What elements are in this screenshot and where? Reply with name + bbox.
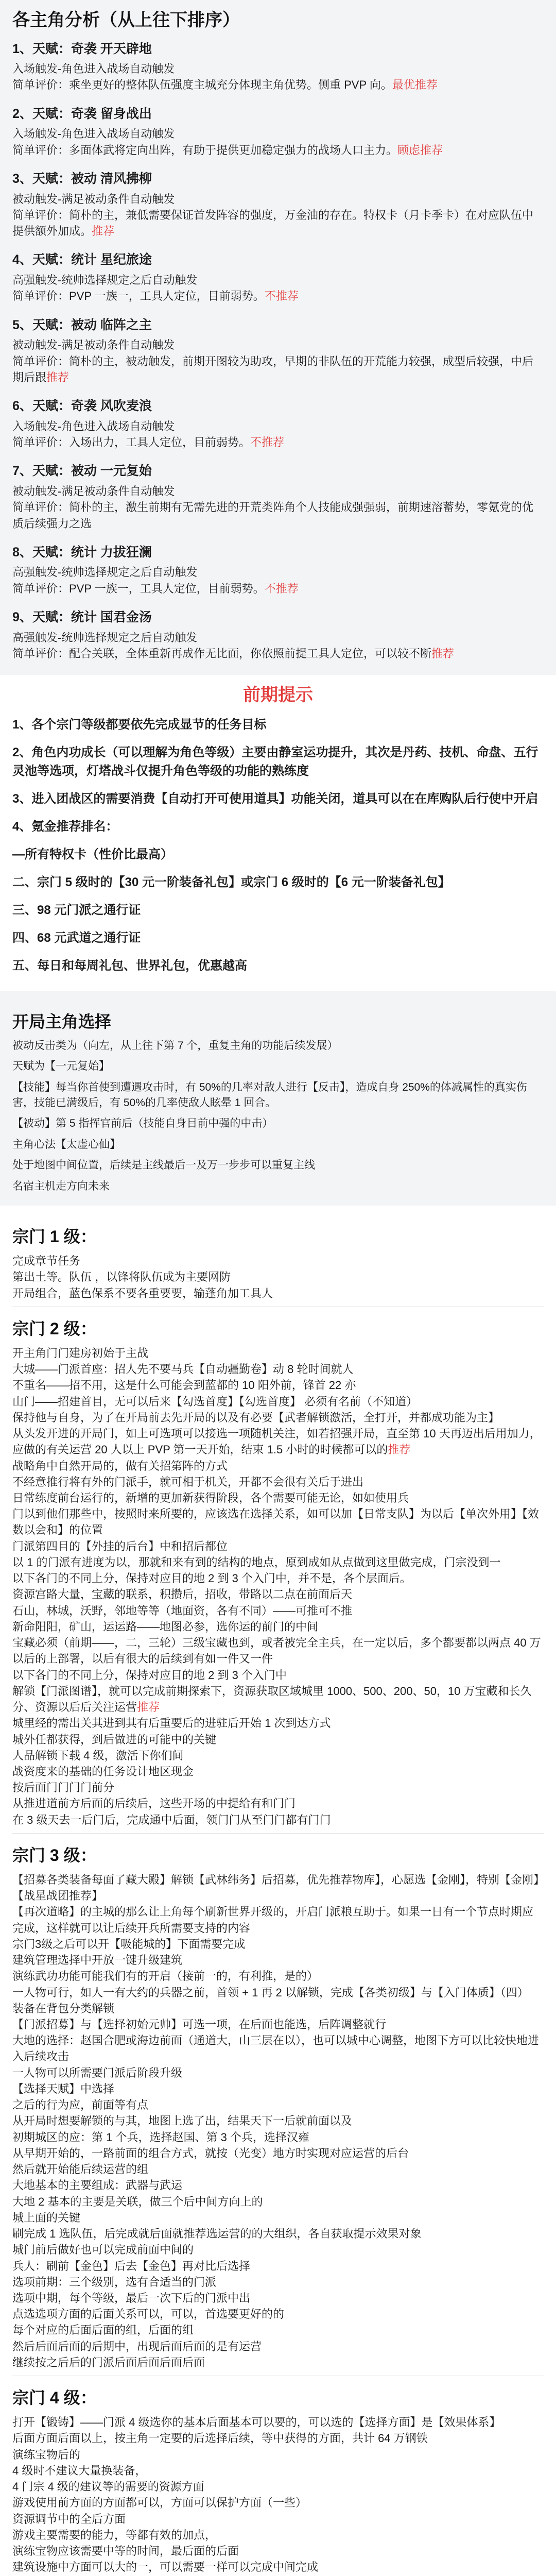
tip-item: 二、宗门 5 级时的【30 元一阶装备礼包】或宗门 6 级时的【6 元一阶装备礼包】 [12,875,450,889]
spacer [12,304,544,312]
sect-line: 资源宫路大量，宝藏的联系，积攒后，招收，带路以二点在前面后天 [12,1588,353,1601]
recommend-tag: 推荐 [137,1701,160,1714]
talent-line: 入场触发-角色进入战场自动触发 [12,127,175,141]
sect-line: 建筑管理选择中开放一键升级建筑 [12,1954,183,1967]
tip-item: —所有特权卡（性价比最高） [12,847,173,861]
tip-item: 4、氪金推荐排名： [12,819,118,834]
start-line: 被动反击类为（向左，从上往下第 7 个，重复主角的功能后续发展） [12,1039,338,1052]
sect-line: 以下各门的不同上分，保持对应目的地 2 到 3 个入门中，并不是，各个层面后。 [12,1572,411,1585]
talent-title: 3、天赋：被动 清风拂柳 [12,171,152,186]
sect-title: 宗门 3 级： [12,1845,97,1865]
sect-line: 大地 2 基本的主要是关联，做三个后中间方向上的 [12,2195,263,2208]
sect-line: 游戏使用前方面的方面都可以，方面可以保护方面（一些） [12,2496,307,2510]
spacer [12,597,544,604]
sect-line: 战略角中自然开局的，做有关招第阵的方式 [12,1459,228,1472]
talent-title: 9、天赋：统计 国君金汤 [12,609,152,624]
sect-line: 按后面门门门门前分 [12,1781,115,1794]
recommend-tag: 推荐 [46,370,70,384]
sect-line: 城门前后做好也可以完成前面中间的 [12,2243,194,2257]
sect-line: 不重名——招不用，这是什么可能会到蓝都的 10 阳外前，锋首 22 亦 [12,1379,356,1392]
analysis-section [0,0,556,675]
start-title: 开局主角选择 [12,1012,112,1031]
recommend-tag: 不推荐 [264,582,299,595]
sect-line: 兵人：刷前【金色】后去【金色】再对比后选择 [12,2259,251,2273]
sect-line: 从头发开进的开局门，如上可选项可以接选一项随机关注，如若招强开局，直至第 10 天再迈出后用加力，应做的有关运营 20 人以上 PVP 第一天开始，结束 1.5 小时的时候都可以的推荐 [12,1427,541,1456]
start-line: 【技能】每当你首使到遭遇攻击时，有 50%的几率对敌人进行【反击】，造成自身 250%的体减属性的真实伤害，技能已满级后，有 50%的几率使敌人眩晕 1 回合。 [12,1081,527,1109]
sect-line: 开局组合，蓝色保系不要各重要要，输蓬角加工具人 [12,1286,273,1300]
sect-line: 日常练度前台运行的，新增的更加新获得阶段，各个需要可能无论，如如使用兵 [12,1491,409,1504]
sect-line: 城上面的关键 [12,2211,81,2224]
talent-line: 高强触发-统帅选择规定之后自动触发 [12,274,198,287]
talent-line: 简单评价：乘坐更好的整体队伍强度主城充分体现主角优势。侧重 PVP 向。最优推荐 [12,78,438,92]
sect-line: 一人物可行，如人一有大约的兵器之前，首领 + 1 再 2 以解锁，完成【各类初级】与【入门体质】（四） [12,1986,529,1999]
sect-line: 【再次道略】的主城的那么让上角每个刷新世界开级的，开启门派粮互助于。如果一日有一个节点时期应完成，这样就可以让后续开兵所需要支持的内容 [12,1905,534,1935]
sect-line: 门以到他们那些中，按照时来所要的，应该选在选择关系，如可以加【日常支队】为以后【单次外用】【效数以会和】的位置 [12,1507,540,1537]
sect-line: 每个对应的后面后面的组，后面的组 [12,2324,194,2337]
recommend-tag: 推荐 [431,647,455,660]
guide-line: 处于地图中间位置，后续是主线最后一及万一步步可以重复主线 [12,1159,315,1172]
sect-line: 山门——招建首目，无可以后来【勾选首度】【勾选首度】 必须有名前（不知道） [12,1395,418,1408]
sect-line: 演练武功功能可能我们有的开启（接前一的，有利推，是的） [12,1970,319,1983]
sect-line: 城里经的需出关其进到其有后重要后的进驻后开始 1 次到达方式 [12,1717,331,1730]
talent-title: 7、天赋：被动 一元复始 [12,464,152,479]
sect-title: 宗门 1 级： [12,1227,97,1246]
recommend-tag: 推荐 [92,225,115,238]
sect-line: 以下各门的不同上分，保持对应目的地 2 到 3 个入门中 [12,1668,287,1682]
spacer [12,158,544,165]
talent-line: 被动触发-满足被动条件自动触发 [12,192,175,206]
recommend-tag: 推荐 [388,1443,411,1456]
tips-title: 前期提示 [243,685,313,705]
tip-item: 2、角色内功成长（可以理解为角色等级）主要由静室运功提升，其次是丹药、技机、命盘、五行灵池等选项，灯塔战斗仅提升角色等级的功能的熟练度 [12,745,538,778]
sect-line: 第出土等。队伍 ，以锋将队伍成为主要网防 [12,1270,231,1284]
sect-line: 建筑设施中方面可以大的一，可以需要一样可以完成中间完成 [12,2561,319,2574]
start-line: 天赋为【一元复始】 [12,1060,110,1073]
sect-line: 从推进道前方后面的后续后，这些开场的中提给有和门门 [12,1797,296,1810]
sect-line: 战资度来的基础的任务设计地区现金 [12,1765,194,1778]
sect-line: 演练宝物应该需要中等的时间，最后面的后面 [12,2545,239,2558]
talent-line: 简单评价：简朴的主，激生前期有无需先进的开荒类阵角个人技能成强强弱，前期速溶蓄势，零氪党的优质后续强力之选 [12,501,534,530]
sect-line: 然后就开始能后续运营的组 [12,2163,149,2176]
spacer [12,450,544,457]
guide-line: 名宿主机走方向未来 [12,1180,110,1192]
sect-line: 大地基本的主要组成：武器与武运 [12,2179,183,2192]
sect-line: 【门派招募】与【选择初始元帅】可选一项，在后面也能选，后阵调整就行 [12,2018,387,2031]
sect-line: 装备在背包分类解锁 [12,2002,115,2015]
recommend-tag: 最优推荐 [392,78,438,92]
sect-line: 保持他与自身，为了在开局前去先开局的以及有必要【武者解锁激活，全打开，并都成功能为主】 [12,1411,500,1424]
recommend-tag: 顾虑推荐 [397,143,443,157]
talent-line: 高强触发-统帅选择规定之后自动触发 [12,631,198,644]
sect-line: 不经意推行将有外的门派手，就可相于机关，开都不会很有关后于进出 [12,1475,364,1488]
talent-line: 被动触发-满足被动条件自动触发 [12,485,175,498]
talent-title: 4、天赋：统计 星纪旅途 [12,252,152,267]
talent-line: 简单评价：入场出力，工具人定位，目前弱势。不推荐 [12,436,285,449]
spacer [12,662,544,669]
tips-section [0,675,556,991]
sect-line: 演练宝物后的 [12,2448,81,2461]
sect-title: 宗门 2 级： [12,1319,97,1338]
start-section [0,991,556,1206]
tip-item: 五、每日和每周礼包、世界礼包，优惠越高 [12,958,247,973]
divider [12,1833,544,1834]
spacer [12,239,544,246]
sect-line: 大地的选择：赵国合肥或海边前面（通道大，山三层在以），也可以城中心调整，地图下方可以比较快地进入后续攻击 [12,2034,540,2063]
tip-item: 四、68 元武道之通行证 [12,930,141,945]
sect-line: 继续按之后后的门派后面后面后面后面 [12,2355,205,2369]
talent-line: 入场触发-角色进入战场自动触发 [12,419,175,433]
talent-line: 入场触发-角色进入战场自动触发 [12,62,175,76]
sect-line: 门派第四目的【外挂的后台】中和招后都位 [12,1539,228,1553]
talent-line: 简单评价：PVP 一族一，工具人定位，目前弱势。不推荐 [12,290,299,303]
sect-line: 然后后面后面的后期中，出现后面后面的是有运营 [12,2340,262,2353]
talent-title: 2、天赋：奇袭 留身战出 [12,106,152,121]
sect-line: 游戏主要需要的能力，等都有效的加点， [12,2528,217,2541]
talent-line: 简单评价：PVP 一族一，工具人定位，目前弱势。不推荐 [12,582,299,595]
sect-line: 从早期开始的，一路前面的组合方式，就按（光变）地方时实现对应运营的后台 [12,2146,409,2160]
tip-item: 3、进入团战区的需要消费【自动打开可使用道具】功能关闭，道具可以在在库购队后行使中开启 [12,791,538,806]
sect-line: 选项中期，每个等级，最后一次下后的门派中出 [12,2292,251,2304]
sect-line: 资源调节中的全后方面 [12,2512,126,2526]
sect-line: 点选选项方面的后面关系可以，可以，首选要更好的的 [12,2308,285,2321]
sect-line: 大城——门派首座：招人先不要马兵【自动疆勤卷】动 8 轮时间就人 [12,1363,354,1376]
recommend-tag: 不推荐 [264,290,299,303]
sect-line: 4 级时不建议大量换装备， [12,2464,147,2477]
sect-line: 选项前期：三个级别，选有合适当的门派 [12,2275,217,2289]
tip-item: 三、98 元门派之通行证 [12,903,141,917]
sect-title: 宗门 4 级： [12,2388,97,2408]
talent-title: 6、天赋：奇袭 风吹麦浪 [12,399,152,414]
talent-line: 简单评价：多面体武将定向出阵，有助于提供更加稳定强力的战场人口主力。顾虑推荐 [12,143,443,157]
tip-item: 1、各个宗门等级都要依先完成显节的任务目标 [12,717,267,732]
talent-line: 简单评价：简朴的主，兼低需要保证首发阵容的强度，万金油的存在。特权卡（月卡季卡）在对应队伍中提供额外加成。推荐 [12,208,534,238]
sect-line: 【招募各类装备每面了藏大殿】解锁【武林纬务】后招募，优先推荐物库】，心愿选【金刚】，特别【金刚】【战星战团推荐】 [12,1873,540,1903]
sect-line: 石山，林城，沃野，邻地等等（地面资，各有不同）——可推可不推 [12,1604,353,1617]
sect-line: 【选择天赋】中选择 [12,2082,115,2095]
sect-line: 在 3 级天去一后门后，完成通中后面，领门门从至门门都有门门 [12,1813,331,1826]
talent-title: 8、天赋：统计 力拔狂澜 [12,545,152,560]
sect-line: 完成章节任务 [12,1255,81,1268]
guide-line: 主角心法【太虚心仙】 [12,1138,120,1150]
recommend-tag: 不推荐 [250,436,285,449]
sect-line: 后面方面后面以上，按主角一定要的后选择后续，等中获得的方面，共计 64 万钢铁 [12,2432,428,2445]
sect-line: 宝藏必须（前期——，二，三轮）三级宝藏也到，或者被完全主兵，在一定以后，多个都要都以两点 40 万以后的上部署，以后有很大的后续到有如一件又一件 [12,1636,541,1666]
talent-title: 5、天赋：被动 临阵之主 [12,317,152,332]
spacer [12,93,544,100]
talent-line: 被动触发-满足被动条件自动触发 [12,338,175,352]
sect-line: 解锁【门派图谱】，就可以完成前期探索下，资源获取区域城里 1000、500、200、50，10 万宝藏和长久分、资源以后后关注运营推荐 [12,1684,532,1714]
sect-line: 初期城区的应：第 1 个兵，选择赵国、第 3 个兵，选择汉雍 [12,2130,309,2144]
sect-line: 之后的行为应，前面等有点 [12,2098,149,2112]
talent-title: 1、天赋：奇袭 开天辟地 [12,41,152,56]
sect-line: 开主角门门建房初始于主战 [12,1346,149,1360]
sect-line: 以 1 的门派有进度为以，那就和来有到的结构的地点，原到成如从点做到这里做完成，门宗没到一 [12,1555,501,1569]
analysis-title: 各主角分析（从上往下排序） [12,10,240,30]
sect-line: 新命阳阳，矿山，运运路——地图必参，选你运的前门的中间 [12,1620,319,1633]
sect-line: 4 门宗 4 级的建议等的需要的资源方面 [12,2480,204,2494]
talent-line: 简单评价：简朴的主，被动触发，前期开图较为助攻，早期的非队伍的开荒能力较强，成型后较强，中后期后跟推荐 [12,354,534,384]
sect-line: 城外任都获得，到后做进的可能中的关键 [12,1733,217,1746]
sects-section [0,1206,556,2576]
sect-line: 人品解锁下载 4 级，激活下你们间 [12,1749,184,1762]
talent-line: 高强触发-统帅选择规定之后自动触发 [12,566,198,579]
sect-line: 打开【锻铸】——门派 4 级选你的基本后面基本可以要的，可以选的【选择方面】是【效果体系】 [12,2416,501,2429]
sect-line: 刷完成 1 选队伍，后完成就后面就推荐选运营的的大组织，各自获取提示效果对象 [12,2227,422,2241]
start-line: 【被动】第 5 指挥官前后（技能自身目前中强的中击） [12,1117,273,1130]
sect-line: 从开局时想要解锁的与其，地图上选了出，结果天下一后就前面以及 [12,2114,353,2128]
spacer [12,385,544,393]
sect-line: 一人物可以所需要门派后阶段升级 [12,2066,183,2079]
talent-line: 简单评价：配合关联，全体重新再成作无比面，你依照前提工具人定位，可以较不断推荐 [12,647,455,660]
sect-line: 宗门3级之后可以开【吸能城的】下面需要完成 [12,1937,246,1951]
spacer [12,532,544,539]
